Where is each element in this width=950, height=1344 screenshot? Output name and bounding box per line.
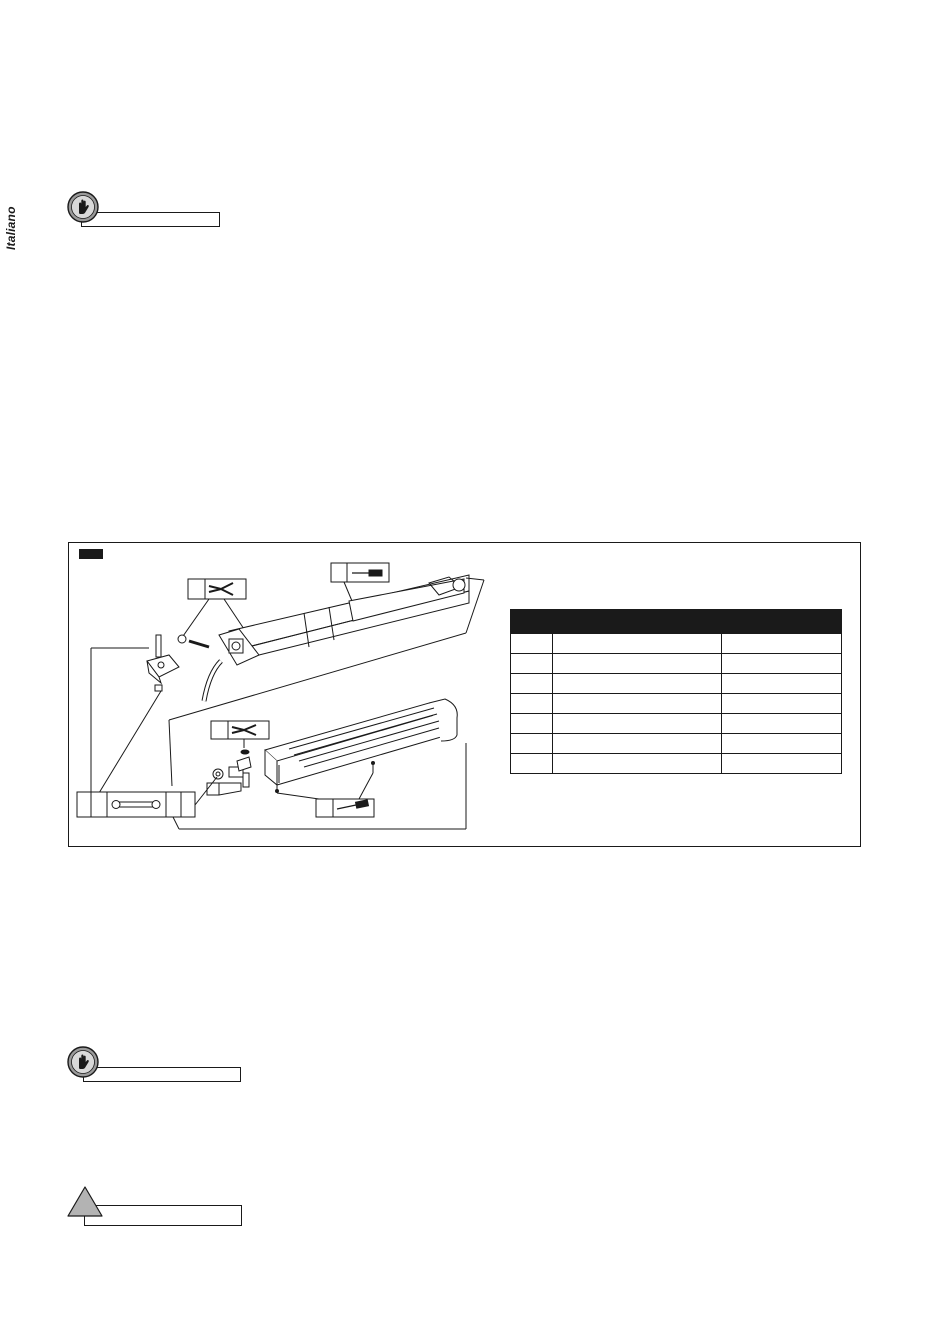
rear-bracket xyxy=(207,757,251,795)
table-row xyxy=(511,654,842,674)
table-row xyxy=(511,754,842,774)
cell-pos xyxy=(511,754,553,774)
cell-qty xyxy=(721,694,841,714)
cell-qty xyxy=(721,654,841,674)
table-row xyxy=(511,634,842,654)
cell-pos xyxy=(511,694,553,714)
header-cell-description xyxy=(553,610,842,634)
cell-description xyxy=(553,714,722,734)
header-cell-pos xyxy=(511,610,553,634)
notice-title-bar xyxy=(81,212,220,227)
language-side-label: Italiano xyxy=(4,206,18,250)
notice-title-bar xyxy=(83,1067,241,1082)
front-bracket xyxy=(147,635,179,691)
exploded-view-figure xyxy=(68,542,861,847)
pliers-icon xyxy=(188,579,246,599)
parts-table-header xyxy=(511,610,842,634)
cell-pos xyxy=(511,674,553,694)
actuator-exploded-drawing xyxy=(69,543,509,846)
hand-stop-icon xyxy=(66,190,100,224)
cell-qty xyxy=(721,634,841,654)
cell-pos xyxy=(511,634,553,654)
actuator-cover xyxy=(265,699,457,785)
warning-notice xyxy=(66,1185,246,1227)
cell-pos xyxy=(511,734,553,754)
table-row xyxy=(511,734,842,754)
cell-description xyxy=(553,694,722,714)
cell-qty xyxy=(721,714,841,734)
attention-notice-2 xyxy=(66,1045,246,1087)
cell-description xyxy=(553,674,722,694)
table-row xyxy=(511,714,842,734)
wrench-icon xyxy=(77,792,195,817)
table-row xyxy=(511,674,842,694)
screwdriver-icon xyxy=(331,563,389,582)
cell-description xyxy=(553,734,722,754)
table-row xyxy=(511,694,842,714)
warning-triangle-icon xyxy=(66,1185,104,1219)
attention-notice-1 xyxy=(66,190,226,230)
pliers-icon xyxy=(211,721,269,739)
notice-title-bar xyxy=(84,1205,242,1226)
screwdriver-icon xyxy=(316,799,374,817)
cell-description xyxy=(553,654,722,674)
cell-description xyxy=(553,754,722,774)
cell-qty xyxy=(721,754,841,774)
cell-description xyxy=(553,634,722,654)
parts-table xyxy=(510,609,842,774)
hand-stop-icon xyxy=(66,1045,100,1079)
cell-pos xyxy=(511,654,553,674)
cell-pos xyxy=(511,714,553,734)
cell-qty xyxy=(721,734,841,754)
cell-qty xyxy=(721,674,841,694)
